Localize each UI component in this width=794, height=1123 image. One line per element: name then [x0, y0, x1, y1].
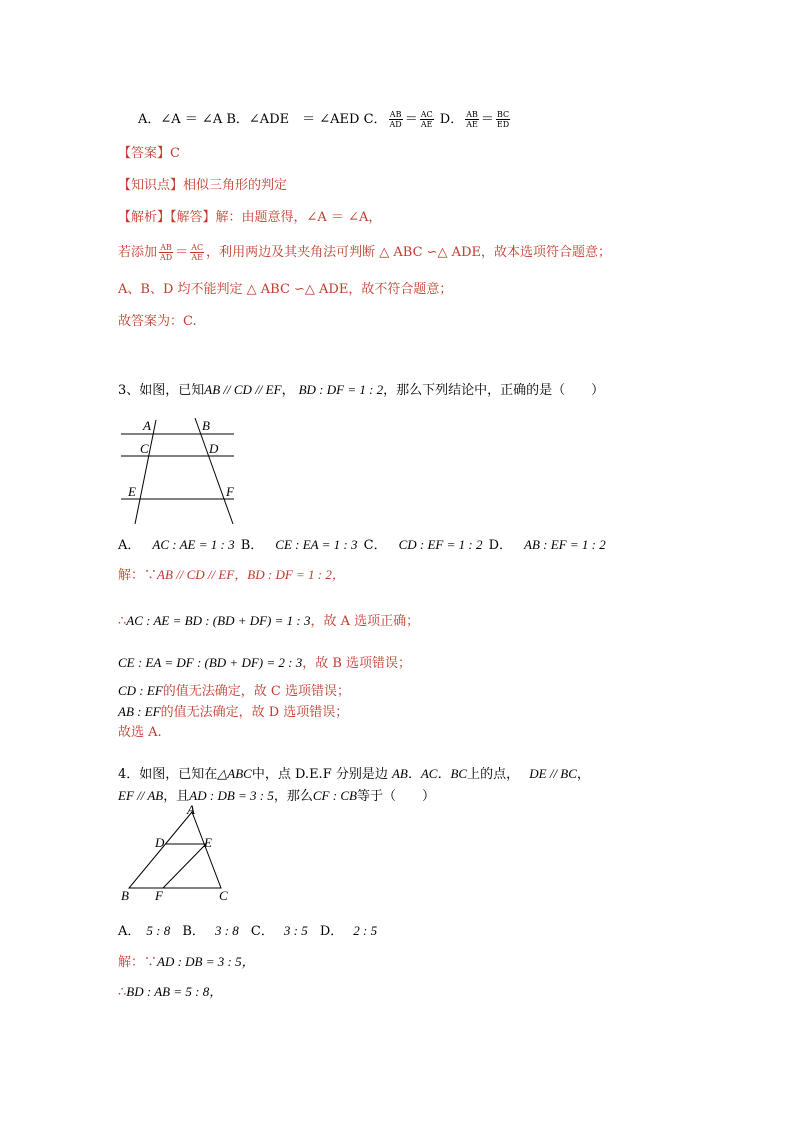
q2-option-d: D． $\frac{AB}{AE}$ ＝ $\frac{BC}{ED}$: [439, 110, 510, 129]
q3-solution-line6: 故选 A.: [118, 725, 162, 740]
q2-analysis-line2: 若添加 $\frac{AB}{AD}$ ＝ $\frac{AC}{AE}$ ，利用两边及其夹角法可判断 △ ABC ∽△ ADE，故本选项符合题意；: [118, 243, 611, 262]
q3-solution-line1: 解：∵AB // CD // EF，BD : DF = 1 : 2，: [118, 567, 345, 583]
q4-solution-line2: ∴BD : AB = 5 : 8，: [118, 984, 223, 1000]
q3-label-e: E: [128, 484, 136, 499]
q4-label-d: D: [155, 835, 165, 850]
q2-analysis-line3: A、B、D 均不能判定 △ ABC ∽△ ADE，故不符合题意；: [118, 282, 453, 297]
q4-stem-line1: 4．如图，已知在△ABC中，点 D.E.F 分别是边 AB．AC．BC上的点， DE // BC，: [118, 766, 590, 782]
q3-stem: 3、如图，已知AB // CD // EF， BD : DF = 1 : 2，那么下列结论中，正确的是（ ）: [118, 382, 605, 398]
q3-solution-line5: AB : EF的值无法确定，故 D 选项错误；: [118, 704, 349, 720]
q2-conclusion: 故答案为：C.: [118, 314, 197, 329]
q2-analysis: 【解析】【解答】解：由题意得，∠A ＝ ∠A，: [118, 210, 382, 225]
q3-label-d: D: [209, 441, 219, 456]
q3-solution-line2: ∴AC : AE = BD : (BD + DF) = 1 : 3，故 A 选项正确；: [118, 613, 420, 629]
q2-knowledge-point: 【知识点】相似三角形的判定: [118, 178, 288, 193]
q4-segment-ef: [163, 844, 206, 888]
q4-options: A． 5 : 8 B． 3 : 8 C． 3 : 5 D． 2 : 5: [118, 923, 378, 939]
q3-figure: [115, 412, 245, 528]
q4-triangle-abc: [129, 812, 221, 888]
q3-label-b: B: [202, 418, 210, 433]
q3-label-f: F: [226, 484, 234, 499]
q3-transversal-left: [135, 420, 156, 524]
q4-stem-line2: EF // AB，且AD : DB = 3 : 5，那么CF : CB等于（ ）: [118, 788, 435, 804]
q2-options-line: [138, 110, 512, 129]
q4-label-e: E: [204, 835, 212, 850]
q3-solution-line4: CD : EF的值无法确定，故 C 选项错误；: [118, 683, 350, 699]
q2-answer: 【答案】C: [118, 146, 180, 161]
q4-label-b: B: [121, 888, 129, 903]
q4-label-c: C: [219, 888, 228, 903]
q3-options: A． AC : AE = 1 : 3 B． CE : EA = 1 : 3 C． CD : EF = 1 : 2 D． AB : EF = 1 : 2: [118, 537, 606, 553]
q2-option-c: C． $\frac{AB}{AD}$ ＝ $\frac{AC}{AE}$: [363, 110, 433, 129]
q4-solution-line1: 解：∵AD : DB = 3 : 5，: [118, 954, 255, 970]
q2-option-b: B．∠ADE ＝ ∠AED: [226, 112, 360, 127]
q3-label-a: A: [143, 418, 151, 433]
q2-option-a: A．∠A ＝ ∠A: [138, 112, 223, 127]
q3-label-c: C: [140, 441, 149, 456]
q4-figure: [115, 802, 235, 904]
q4-label-a: A: [187, 802, 195, 817]
q4-label-f: F: [155, 888, 163, 903]
q3-solution-line3: CE : EA = DF : (BD + DF) = 2 : 3，故 B 选项错误；: [118, 655, 412, 671]
